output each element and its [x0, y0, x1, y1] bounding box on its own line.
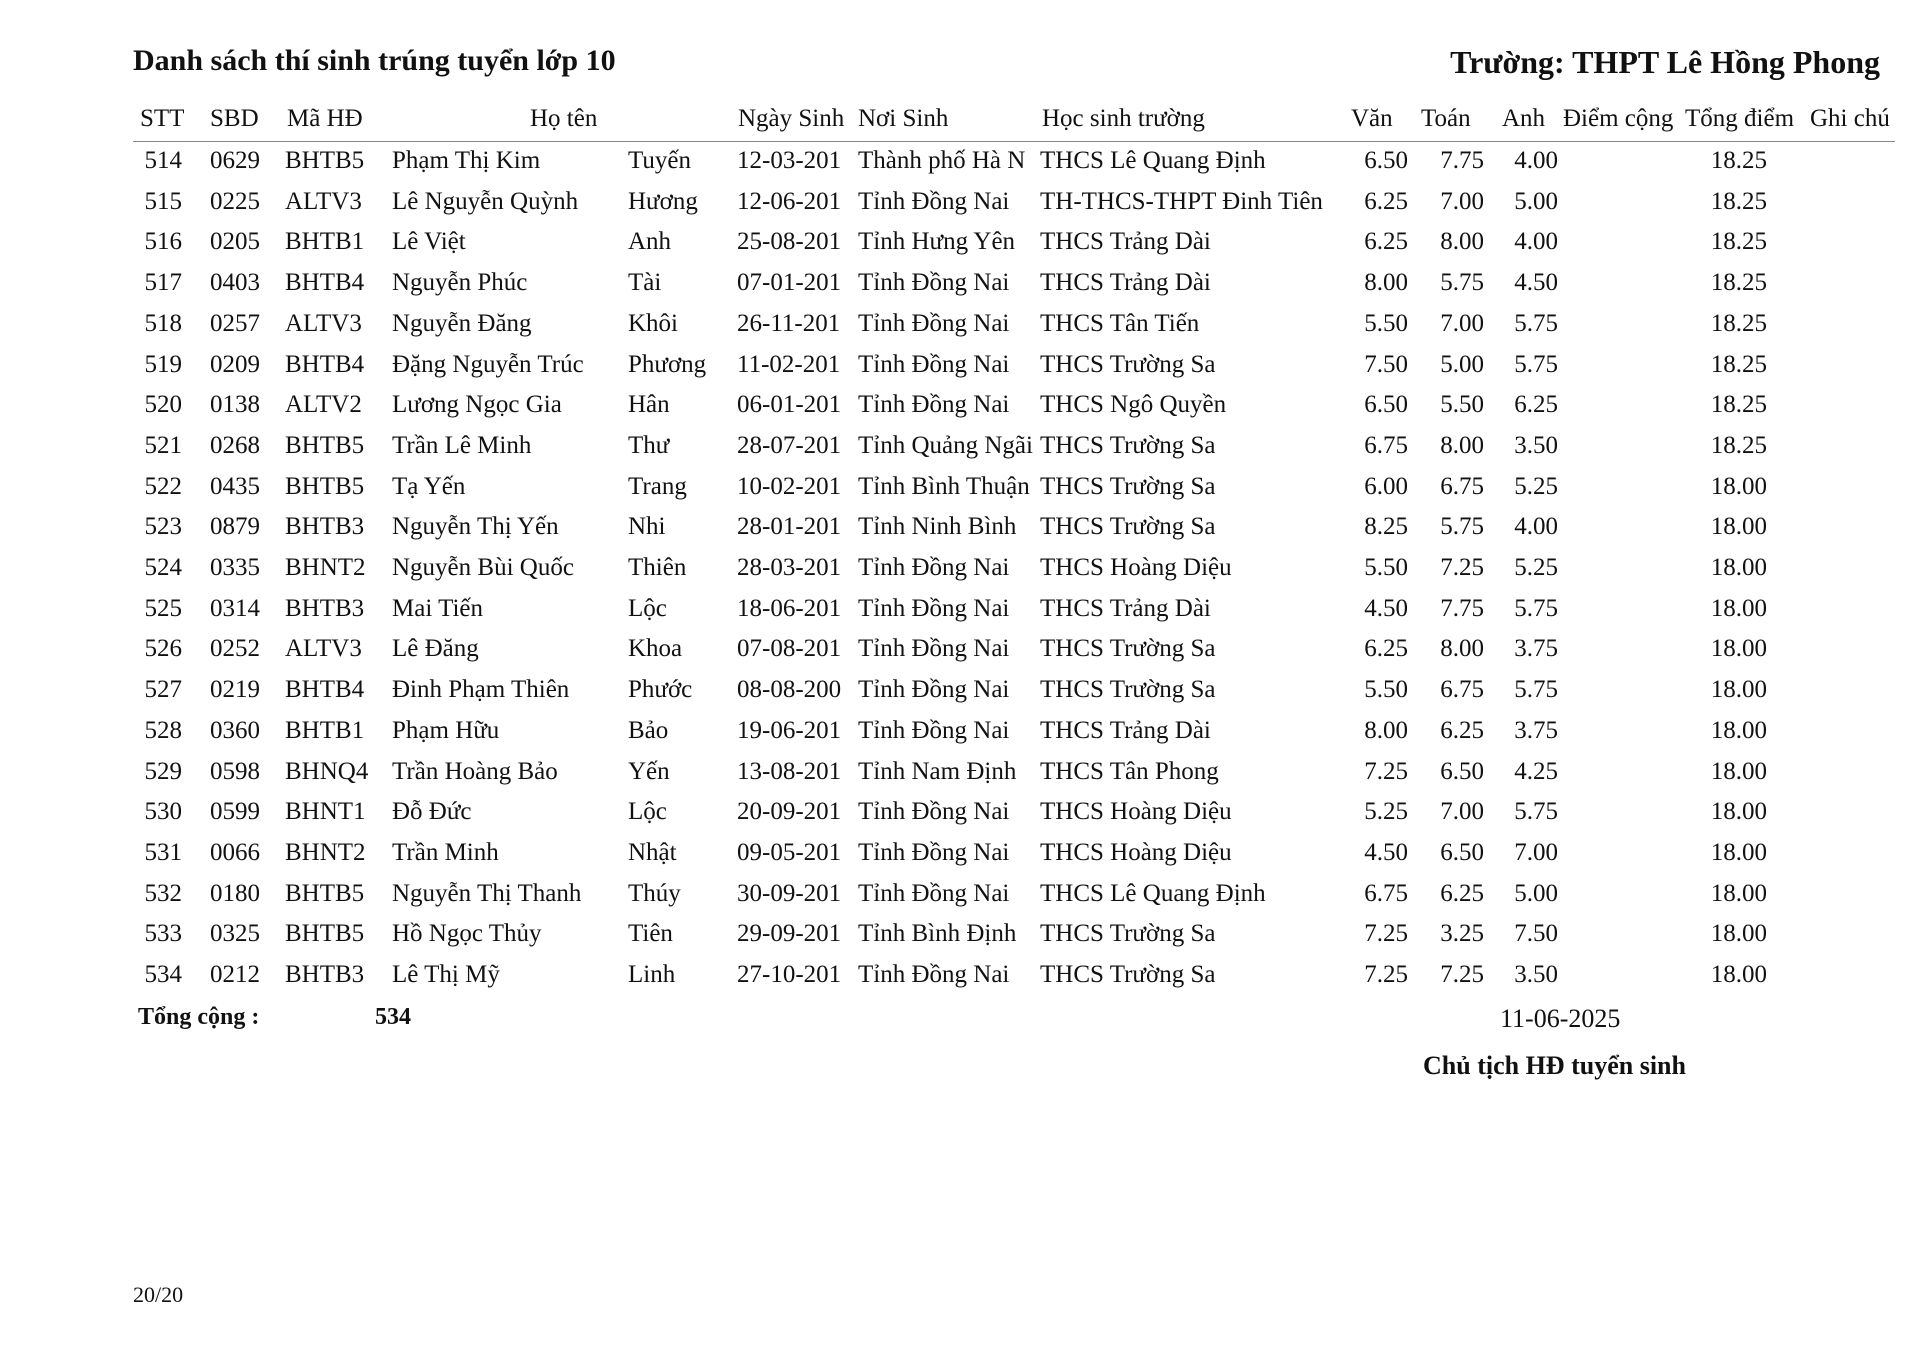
cell-anh: 5.75	[1514, 350, 1558, 378]
cell-ngay-sinh: 10-02-201	[737, 472, 842, 500]
cell-noi-sinh: Tỉnh Đồng Nai	[858, 269, 1010, 297]
cell-toan: 6.75	[1440, 472, 1484, 500]
table-row	[0, 555, 1920, 595]
cell-ngay-sinh: 18-06-201	[737, 594, 842, 622]
cell-sbd: 0435	[210, 472, 260, 500]
cell-toan: 7.75	[1440, 147, 1484, 174]
cell-ten: Phương	[628, 350, 707, 378]
cell-truong: THCS Trường Sa	[1040, 961, 1216, 988]
total-label: Tổng cộng :	[138, 1004, 260, 1030]
cell-ngay-sinh: 12-03-201	[737, 147, 842, 174]
cell-van: 6.25	[1364, 635, 1408, 663]
cell-ma-hd: ALTV3	[285, 187, 362, 215]
cell-ten: Hương	[628, 187, 698, 215]
cell-stt: 517	[144, 269, 182, 297]
cell-toan: 5.50	[1440, 391, 1484, 419]
cell-ma-hd: BHTB1	[285, 228, 365, 256]
cell-tong-diem: 18.00	[1710, 594, 1767, 622]
page-number: 20/20	[133, 1282, 184, 1307]
cell-truong: THCS Trường Sa	[1040, 513, 1216, 541]
total-value: 534	[375, 1004, 411, 1030]
cell-tong-diem: 18.00	[1710, 676, 1767, 704]
cell-anh: 4.50	[1514, 269, 1558, 297]
table-row	[0, 189, 1920, 229]
cell-ngay-sinh: 08-08-200	[737, 676, 842, 704]
cell-noi-sinh: Tỉnh Nam Định	[858, 757, 1017, 785]
cell-sbd: 0629	[210, 147, 260, 174]
cell-ho-dem: Nguyễn Đăng	[392, 309, 532, 337]
table-row	[0, 474, 1920, 514]
cell-ma-hd: ALTV2	[285, 391, 362, 419]
cell-ten: Lộc	[628, 798, 667, 826]
cell-toan: 8.00	[1440, 431, 1484, 459]
cell-sbd: 0598	[210, 757, 260, 785]
cell-ten: Lộc	[628, 594, 667, 622]
cell-tong-diem: 18.25	[1710, 187, 1767, 215]
cell-van: 6.00	[1364, 472, 1408, 500]
cell-truong: THCS Tân Tiến	[1040, 309, 1200, 337]
cell-truong: THCS Hoàng Diệu	[1040, 554, 1232, 581]
cell-van: 6.75	[1364, 879, 1408, 907]
cell-truong: THCS Trảng Dài	[1040, 269, 1211, 297]
cell-toan: 7.25	[1440, 554, 1484, 581]
cell-sbd: 0879	[210, 513, 260, 541]
header-stt: STT	[140, 105, 185, 132]
cell-ngay-sinh: 28-07-201	[737, 431, 842, 459]
cell-ho-dem: Nguyễn Thị Yến	[392, 513, 559, 541]
cell-tong-diem: 18.00	[1710, 920, 1767, 948]
cell-ngay-sinh: 06-01-201	[737, 391, 842, 419]
cell-noi-sinh: Tỉnh Bình Thuận	[858, 472, 1030, 500]
cell-sbd: 0257	[210, 309, 260, 337]
cell-ma-hd: BHNT1	[285, 798, 366, 826]
cell-sbd: 0205	[210, 228, 260, 256]
document-title: Danh sách thí sinh trúng tuyển lớp 10	[133, 44, 616, 77]
cell-stt: 530	[144, 798, 182, 826]
table-row	[0, 352, 1920, 392]
cell-anh: 4.00	[1514, 513, 1558, 541]
table-row	[0, 677, 1920, 717]
cell-toan: 6.25	[1440, 716, 1484, 744]
cell-toan: 7.75	[1440, 594, 1484, 622]
cell-noi-sinh: Tỉnh Ninh Bình	[858, 513, 1017, 541]
cell-stt: 523	[144, 513, 182, 541]
cell-ma-hd: BHTB4	[285, 676, 365, 704]
cell-truong: THCS Trảng Dài	[1040, 594, 1211, 622]
header-anh: Anh	[1502, 105, 1546, 132]
cell-ho-dem: Đặng Nguyễn Trúc	[392, 350, 584, 378]
cell-sbd: 0225	[210, 187, 260, 215]
cell-ho-dem: Đinh Phạm Thiên	[392, 676, 570, 704]
cell-noi-sinh: Tỉnh Đồng Nai	[858, 554, 1010, 581]
cell-sbd: 0599	[210, 798, 260, 826]
cell-anh: 5.00	[1514, 879, 1558, 907]
cell-stt: 527	[144, 676, 182, 704]
cell-ho-dem: Trần Lê Minh	[392, 431, 532, 459]
cell-stt: 514	[144, 147, 182, 174]
table-row	[0, 148, 1920, 188]
cell-toan: 7.25	[1440, 961, 1484, 988]
cell-tong-diem: 18.25	[1710, 269, 1767, 297]
cell-noi-sinh: Tỉnh Đồng Nai	[858, 635, 1010, 663]
cell-toan: 6.50	[1440, 838, 1484, 866]
cell-ho-dem: Đỗ Đức	[392, 798, 472, 826]
header-toan: Toán	[1421, 105, 1471, 132]
header-noi-sinh: Nơi Sinh	[858, 105, 949, 132]
cell-toan: 5.75	[1440, 513, 1484, 541]
cell-toan: 8.00	[1440, 228, 1484, 256]
cell-anh: 4.00	[1514, 147, 1558, 174]
cell-van: 5.50	[1364, 676, 1408, 704]
cell-ho-dem: Nguyễn Bùi Quốc	[392, 554, 574, 581]
cell-van: 8.25	[1364, 513, 1408, 541]
cell-tong-diem: 18.25	[1710, 309, 1767, 337]
cell-sbd: 0268	[210, 431, 260, 459]
cell-tong-diem: 18.25	[1710, 350, 1767, 378]
cell-anh: 5.75	[1514, 309, 1558, 337]
cell-toan: 7.00	[1440, 798, 1484, 826]
cell-van: 8.00	[1364, 269, 1408, 297]
cell-truong: TH-THCS-THPT Đinh Tiên	[1040, 187, 1323, 215]
cell-ho-dem: Hồ Ngọc Thủy	[392, 920, 542, 948]
cell-noi-sinh: Tỉnh Bình Định	[858, 920, 1017, 948]
cell-noi-sinh: Tỉnh Đồng Nai	[858, 879, 1010, 907]
cell-van: 5.50	[1364, 309, 1408, 337]
cell-truong: THCS Lê Quang Định	[1040, 147, 1266, 174]
cell-ten: Thiên	[628, 554, 687, 581]
cell-stt: 528	[144, 716, 182, 744]
cell-ngay-sinh: 28-01-201	[737, 513, 842, 541]
cell-tong-diem: 18.00	[1710, 757, 1767, 785]
header-divider	[133, 141, 1895, 142]
cell-stt: 524	[144, 554, 182, 581]
table-row	[0, 392, 1920, 432]
cell-tong-diem: 18.00	[1710, 716, 1767, 744]
cell-tong-diem: 18.00	[1710, 554, 1767, 581]
cell-ma-hd: ALTV3	[285, 309, 362, 337]
cell-van: 7.25	[1364, 961, 1408, 988]
cell-toan: 6.50	[1440, 757, 1484, 785]
cell-noi-sinh: Tỉnh Đồng Nai	[858, 838, 1010, 866]
cell-ten: Nhi	[628, 513, 666, 541]
cell-tong-diem: 18.00	[1710, 513, 1767, 541]
cell-ma-hd: BHTB5	[285, 879, 365, 907]
cell-ho-dem: Phạm Hữu	[392, 716, 500, 744]
cell-ma-hd: BHTB5	[285, 920, 365, 948]
cell-ngay-sinh: 09-05-201	[737, 838, 842, 866]
cell-noi-sinh: Thành phố Hà N	[858, 147, 1026, 174]
cell-toan: 6.75	[1440, 676, 1484, 704]
cell-stt: 516	[144, 228, 182, 256]
cell-ten: Phước	[628, 676, 693, 704]
cell-stt: 529	[144, 757, 182, 785]
cell-anh: 5.00	[1514, 187, 1558, 215]
cell-stt: 521	[144, 431, 182, 459]
school-name: Trường: THPT Lê Hồng Phong	[1450, 44, 1880, 80]
cell-stt: 525	[144, 594, 182, 622]
cell-sbd: 0314	[210, 594, 260, 622]
cell-ma-hd: BHTB5	[285, 147, 365, 174]
cell-ma-hd: BHNT2	[285, 838, 366, 866]
cell-stt: 519	[144, 350, 182, 378]
cell-toan: 8.00	[1440, 635, 1484, 663]
signer-title: Chủ tịch HĐ tuyển sinh	[1423, 1051, 1686, 1080]
cell-ho-dem: Tạ Yến	[392, 472, 466, 500]
cell-noi-sinh: Tỉnh Hưng Yên	[858, 228, 1016, 256]
cell-ma-hd: BHNQ4	[285, 757, 369, 785]
cell-ten: Tài	[628, 269, 662, 297]
cell-truong: THCS Trảng Dài	[1040, 716, 1211, 744]
cell-anh: 5.75	[1514, 676, 1558, 704]
cell-tong-diem: 18.00	[1710, 798, 1767, 826]
cell-ho-dem: Lương Ngọc Gia	[392, 391, 562, 419]
cell-stt: 520	[144, 391, 182, 419]
header-diem-cong: Điểm cộng	[1563, 105, 1674, 132]
cell-ho-dem: Lê Nguyễn Quỳnh	[392, 187, 579, 215]
table-row	[0, 840, 1920, 880]
cell-toan: 3.25	[1440, 920, 1484, 948]
cell-tong-diem: 18.00	[1710, 472, 1767, 500]
table-row	[0, 311, 1920, 351]
cell-truong: THCS Trường Sa	[1040, 920, 1216, 948]
cell-truong: THCS Trường Sa	[1040, 431, 1216, 459]
cell-noi-sinh: Tỉnh Đồng Nai	[858, 391, 1010, 419]
cell-tong-diem: 18.25	[1710, 431, 1767, 459]
cell-anh: 3.50	[1514, 961, 1558, 988]
cell-van: 6.25	[1364, 228, 1408, 256]
cell-ngay-sinh: 11-02-201	[737, 350, 841, 378]
cell-ten: Khôi	[628, 309, 678, 337]
cell-ngay-sinh: 13-08-201	[737, 757, 842, 785]
cell-ho-dem: Mai Tiến	[392, 594, 484, 622]
cell-anh: 5.25	[1514, 472, 1558, 500]
table-row	[0, 229, 1920, 269]
cell-ngay-sinh: 25-08-201	[737, 228, 842, 256]
header-van: Văn	[1351, 105, 1393, 132]
cell-ma-hd: BHTB3	[285, 513, 365, 541]
table-row	[0, 514, 1920, 554]
cell-anh: 4.00	[1514, 228, 1558, 256]
cell-tong-diem: 18.00	[1710, 838, 1767, 866]
cell-sbd: 0212	[210, 961, 260, 988]
cell-ho-dem: Nguyễn Thị Thanh	[392, 879, 582, 907]
cell-anh: 5.25	[1514, 554, 1558, 581]
cell-ngay-sinh: 28-03-201	[737, 554, 842, 581]
cell-ma-hd: BHTB5	[285, 472, 365, 500]
cell-ho-dem: Lê Thị Mỹ	[392, 961, 500, 988]
cell-ma-hd: BHTB3	[285, 594, 365, 622]
cell-anh: 3.75	[1514, 635, 1558, 663]
cell-toan: 5.75	[1440, 269, 1484, 297]
cell-anh: 4.25	[1514, 757, 1558, 785]
cell-ten: Hân	[628, 391, 670, 419]
cell-ten: Bảo	[628, 716, 669, 744]
header-ghi-chu: Ghi chú	[1810, 105, 1890, 132]
cell-sbd: 0360	[210, 716, 260, 744]
cell-tong-diem: 18.25	[1710, 391, 1767, 419]
cell-stt: 518	[144, 309, 182, 337]
header-tong-diem: Tổng điểm	[1685, 105, 1795, 132]
cell-sbd: 0252	[210, 635, 260, 663]
header-hoc-sinh-truong: Học sinh trường	[1042, 105, 1205, 132]
table-row	[0, 881, 1920, 921]
header-ho-ten: Họ tên	[530, 105, 598, 132]
table-header	[0, 106, 1920, 144]
table-row	[0, 962, 1920, 1002]
cell-ma-hd: BHTB3	[285, 961, 365, 988]
cell-tong-diem: 18.25	[1710, 228, 1767, 256]
cell-ten: Trang	[628, 472, 687, 500]
cell-ma-hd: BHTB4	[285, 269, 365, 297]
cell-sbd: 0180	[210, 879, 260, 907]
cell-ten: Linh	[628, 961, 676, 988]
table-row	[0, 433, 1920, 473]
cell-noi-sinh: Tỉnh Đồng Nai	[858, 350, 1010, 378]
cell-stt: 522	[144, 472, 182, 500]
cell-van: 7.25	[1364, 920, 1408, 948]
cell-anh: 7.00	[1514, 838, 1558, 866]
cell-ngay-sinh: 26-11-201	[737, 309, 841, 337]
table-row	[0, 636, 1920, 676]
cell-toan: 6.25	[1440, 879, 1484, 907]
cell-ma-hd: ALTV3	[285, 635, 362, 663]
cell-tong-diem: 18.00	[1710, 961, 1767, 988]
table-row	[0, 596, 1920, 636]
cell-van: 5.50	[1364, 554, 1408, 581]
cell-ngay-sinh: 29-09-201	[737, 920, 842, 948]
cell-van: 7.25	[1364, 757, 1408, 785]
cell-noi-sinh: Tỉnh Quảng Ngãi	[858, 431, 1033, 459]
cell-truong: THCS Trường Sa	[1040, 676, 1216, 704]
cell-stt: 526	[144, 635, 182, 663]
cell-toan: 7.00	[1440, 309, 1484, 337]
table-row	[0, 921, 1920, 961]
cell-tong-diem: 18.00	[1710, 635, 1767, 663]
cell-ho-dem: Lê Việt	[392, 228, 466, 256]
cell-stt: 531	[144, 838, 182, 866]
cell-ma-hd: BHTB1	[285, 716, 365, 744]
cell-ngay-sinh: 19-06-201	[737, 716, 842, 744]
cell-truong: THCS Tân Phong	[1040, 757, 1219, 785]
cell-noi-sinh: Tỉnh Đồng Nai	[858, 309, 1010, 337]
cell-toan: 5.00	[1440, 350, 1484, 378]
cell-ten: Tuyến	[628, 147, 691, 174]
table-row	[0, 759, 1920, 799]
cell-truong: THCS Hoàng Diệu	[1040, 838, 1232, 866]
cell-ten: Yến	[628, 757, 670, 785]
cell-anh: 3.50	[1514, 431, 1558, 459]
cell-sbd: 0219	[210, 676, 260, 704]
cell-ngay-sinh: 27-10-201	[737, 961, 842, 988]
cell-ho-dem: Phạm Thị Kim	[392, 147, 541, 174]
cell-van: 7.50	[1364, 350, 1408, 378]
cell-sbd: 0066	[210, 838, 260, 866]
cell-noi-sinh: Tỉnh Đồng Nai	[858, 676, 1010, 704]
cell-ho-dem: Nguyễn Phúc	[392, 269, 528, 297]
cell-sbd: 0209	[210, 350, 260, 378]
cell-tong-diem: 18.25	[1710, 147, 1767, 174]
cell-noi-sinh: Tỉnh Đồng Nai	[858, 716, 1010, 744]
cell-ngay-sinh: 12-06-201	[737, 187, 842, 215]
cell-ten: Khoa	[628, 635, 683, 663]
cell-tong-diem: 18.00	[1710, 879, 1767, 907]
cell-truong: THCS Trường Sa	[1040, 472, 1216, 500]
cell-van: 4.50	[1364, 594, 1408, 622]
cell-noi-sinh: Tỉnh Đồng Nai	[858, 798, 1010, 826]
cell-van: 8.00	[1364, 716, 1408, 744]
cell-van: 5.25	[1364, 798, 1408, 826]
cell-stt: 532	[144, 879, 182, 907]
cell-anh: 5.75	[1514, 594, 1558, 622]
cell-van: 6.50	[1364, 147, 1408, 174]
cell-noi-sinh: Tỉnh Đồng Nai	[858, 187, 1010, 215]
cell-ngay-sinh: 07-01-201	[737, 269, 842, 297]
header-ma-hd: Mã HĐ	[287, 105, 363, 132]
cell-ten: Thư	[628, 431, 670, 459]
cell-truong: THCS Lê Quang Định	[1040, 879, 1266, 907]
table-row	[0, 799, 1920, 839]
table-row	[0, 718, 1920, 758]
cell-anh: 3.75	[1514, 716, 1558, 744]
cell-ngay-sinh: 20-09-201	[737, 798, 842, 826]
cell-ma-hd: BHTB4	[285, 350, 365, 378]
cell-van: 6.25	[1364, 187, 1408, 215]
cell-ho-dem: Trần Minh	[392, 838, 499, 866]
cell-ten: Anh	[628, 228, 672, 256]
cell-ngay-sinh: 07-08-201	[737, 635, 842, 663]
cell-anh: 6.25	[1514, 391, 1558, 419]
cell-stt: 515	[144, 187, 182, 215]
cell-truong: THCS Hoàng Diệu	[1040, 798, 1232, 826]
cell-truong: THCS Ngô Quyền	[1040, 391, 1227, 419]
cell-ma-hd: BHNT2	[285, 554, 366, 581]
cell-van: 6.50	[1364, 391, 1408, 419]
cell-noi-sinh: Tỉnh Đồng Nai	[858, 594, 1010, 622]
cell-stt: 534	[144, 961, 182, 988]
cell-truong: THCS Trường Sa	[1040, 350, 1216, 378]
cell-noi-sinh: Tỉnh Đồng Nai	[858, 961, 1010, 988]
cell-sbd: 0138	[210, 391, 260, 419]
header-sbd: SBD	[210, 105, 259, 132]
cell-ho-dem: Trần Hoàng Bảo	[392, 757, 558, 785]
cell-anh: 5.75	[1514, 798, 1558, 826]
header-ngay-sinh: Ngày Sinh	[738, 105, 845, 132]
cell-ngay-sinh: 30-09-201	[737, 879, 842, 907]
cell-ten: Nhật	[628, 838, 677, 866]
cell-van: 4.50	[1364, 838, 1408, 866]
cell-sbd: 0335	[210, 554, 260, 581]
cell-truong: THCS Trường Sa	[1040, 635, 1216, 663]
cell-toan: 7.00	[1440, 187, 1484, 215]
cell-van: 6.75	[1364, 431, 1408, 459]
cell-sbd: 0325	[210, 920, 260, 948]
cell-sbd: 0403	[210, 269, 260, 297]
table-row	[0, 270, 1920, 310]
cell-ten: Thúy	[628, 879, 681, 907]
cell-ten: Tiên	[628, 920, 673, 948]
signing-date: 11-06-2025	[1500, 1004, 1621, 1033]
cell-anh: 7.50	[1514, 920, 1558, 948]
cell-ho-dem: Lê Đăng	[392, 635, 479, 663]
cell-stt: 533	[144, 920, 182, 948]
cell-ma-hd: BHTB5	[285, 431, 365, 459]
cell-truong: THCS Trảng Dài	[1040, 228, 1211, 256]
